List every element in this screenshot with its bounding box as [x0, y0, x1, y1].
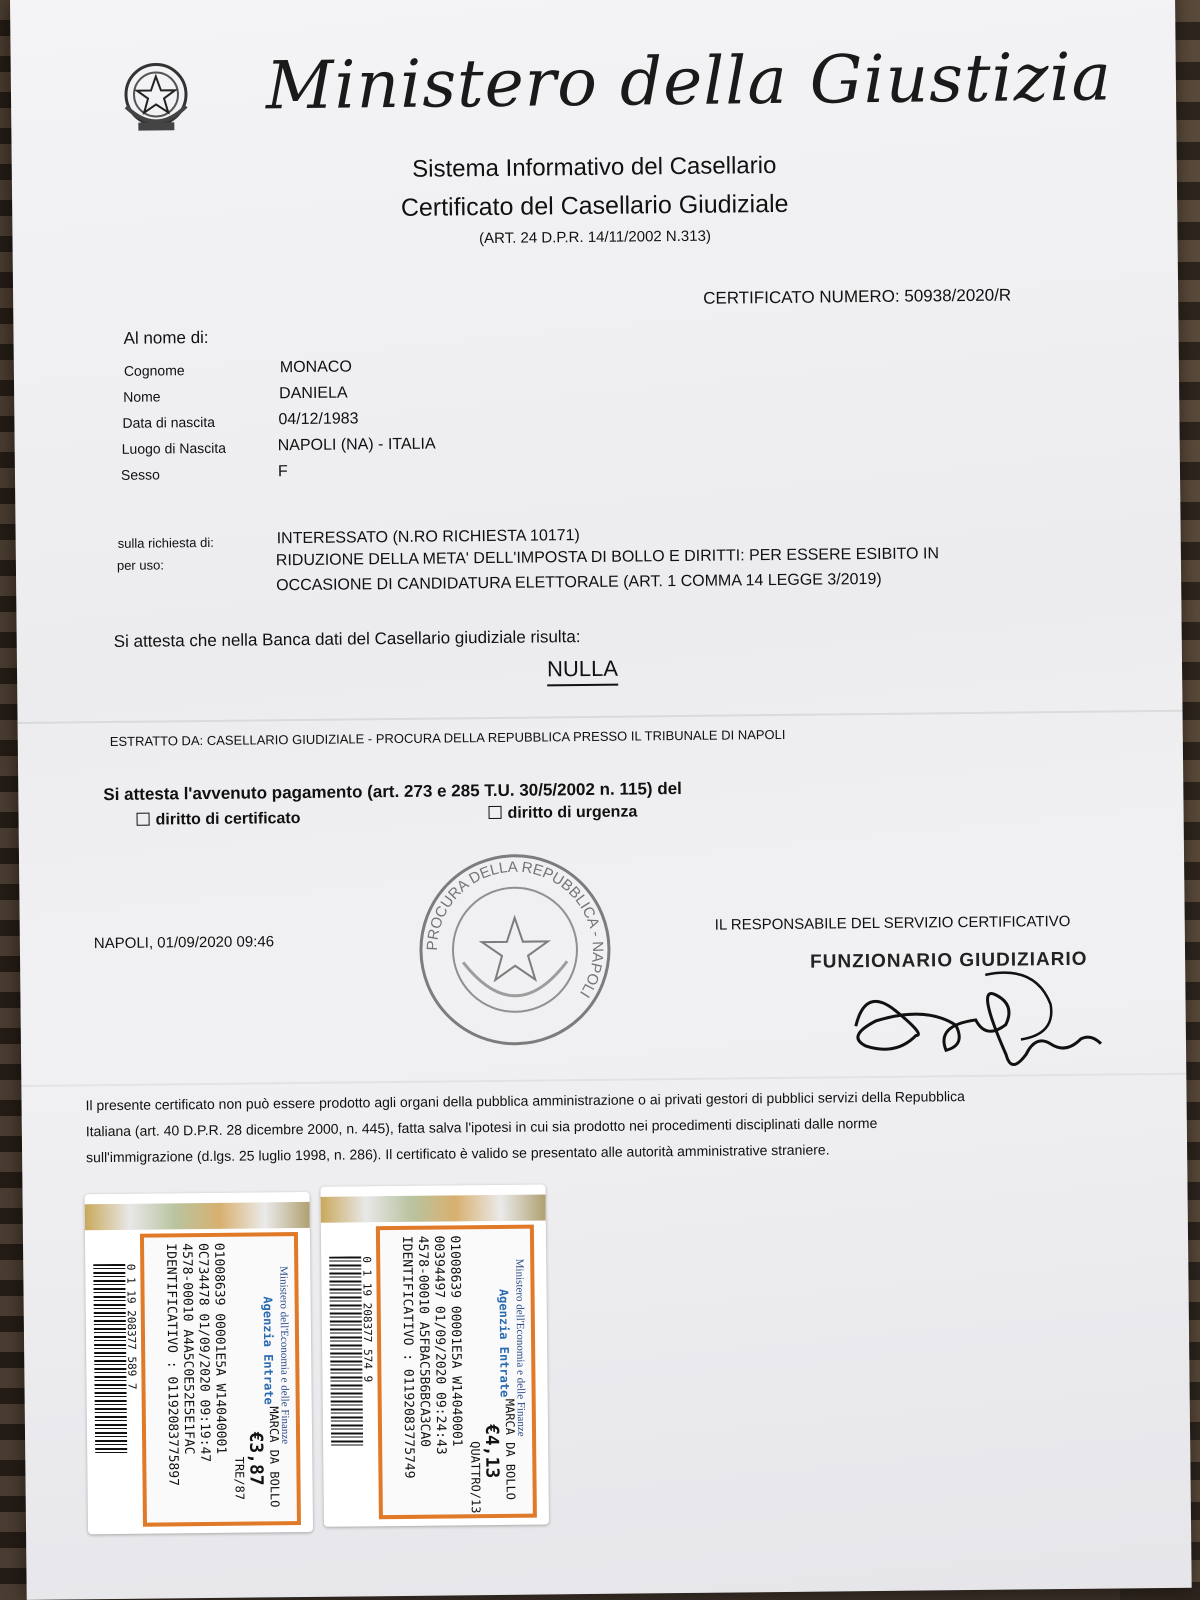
result-value: NULLA	[547, 656, 618, 687]
barcode-icon	[329, 1256, 363, 1446]
stamp-code-line: 01008639 00001E5A W14040001	[211, 1242, 229, 1455]
stamp-code-line: 4578-00010 A5FBAC5B6BCA3CA0	[414, 1235, 433, 1448]
legal-notice	[85, 1081, 1116, 1170]
use-line-1: RIDUZIONE DELLA META' DELL'IMPOSTA DI BOLLO E DIRITTI: PER ESSERE ESIBITO IN	[275, 545, 940, 570]
stamp-type: MARCA DA BOLLO	[266, 1406, 282, 1508]
checkbox	[488, 806, 501, 819]
barcode-icon	[93, 1264, 127, 1454]
stamp-amount: €3,87	[245, 1431, 267, 1486]
request-label: sulla richiesta di:	[117, 534, 214, 551]
legal-reference: (ART. 24 D.P.R. 14/11/2002 N.313)	[479, 227, 712, 248]
stamp-frame	[140, 1232, 301, 1527]
field-label: Nome	[123, 388, 161, 405]
hologram-strip	[85, 1202, 310, 1230]
field-label: Luogo di Nascita	[121, 439, 227, 457]
payment-option-label: diritto di urgenza	[507, 803, 638, 822]
paper-fold	[18, 710, 1183, 724]
field-label: Cognome	[123, 362, 185, 379]
notice-line: Italiana (art. 40 D.P.R. 28 dicembre 2000, n. 445), fatta salva l'ipotesi in cui sia prodotto nei procedimenti disciplinati dalle norme	[85, 1114, 878, 1140]
stamp-code-line: IDENTIFICATIVO : 01192083775749	[398, 1235, 417, 1479]
field-value-surname: MONACO	[279, 358, 352, 377]
use-line-2: OCCASIONE DI CANDIDATURA ELETTORALE (ART. 1 COMMA 14 LEGGE 3/2019)	[276, 570, 882, 595]
payment-text: Si attesta l'avvenuto pagamento (art. 273 e 285 T.U. 30/5/2002 n. 115) del	[103, 779, 682, 805]
checkbox	[137, 813, 150, 826]
ministry-title: Ministero della Giustizia	[265, 38, 1113, 125]
payment-option-certificate	[137, 810, 301, 830]
system-title: Sistema Informativo del Casellario	[412, 151, 777, 183]
republic-seal-stamp	[414, 849, 616, 1051]
stamp-type: MARCA DA BOLLO	[502, 1398, 518, 1501]
handwritten-signature	[835, 963, 1116, 1086]
stamp-amount-words: TRE/87	[232, 1456, 247, 1501]
responsible-title: IL RESPONSABILE DEL SERVIZIO CERTIFICATIVO	[714, 912, 1071, 934]
field-value-name: DANIELA	[279, 384, 348, 403]
notice-line: Il presente certificato non può essere prodotto agli organi della pubblica amministrazione o ai privati gestori di pubblici servizi della Repubblica	[85, 1088, 965, 1114]
request-value: INTERESSATO (N.RO RICHIESTA 10171)	[276, 527, 580, 548]
certificate-paper	[10, 0, 1192, 1600]
stamp-code-line: 01008639 00001E5A W14040001	[446, 1235, 465, 1447]
italian-emblem-icon	[116, 56, 197, 137]
agenzia-entrate-logo: Agenzia Entrate	[260, 1296, 276, 1405]
stamp-code-line: IDENTIFICATIVO : 01192083775897	[163, 1243, 181, 1487]
hologram-strip	[321, 1194, 546, 1222]
notice-line: sull'immigrazione (d.lgs. 25 luglio 1998, n. 286). Il certificato è valido se presentato alle autorità amministrative straniere.	[86, 1141, 830, 1166]
field-value-sex: F	[277, 463, 288, 481]
stamp-code-line: 4578-00010 A4A5C0E52E5E1FAC	[179, 1243, 197, 1455]
person-heading: Al nome di:	[123, 327, 209, 348]
field-value-birthdate: 04/12/1983	[278, 410, 359, 429]
revenue-stamp	[320, 1184, 549, 1526]
certificate-title: Certificato del Casellario Giudiziale	[400, 189, 789, 222]
place-datetime: NAPOLI, 01/09/2020 09:46	[93, 933, 275, 953]
certificate-number: CERTIFICATO NUMERO: 50938/2020/R	[703, 285, 1012, 308]
result-attest: Si attesta che nella Banca dati del Casellario giudiziale risulta:	[113, 627, 581, 651]
stamp-ministry: Ministero dell'Economia e delle Finanze	[277, 1266, 292, 1445]
field-value-birthplace: NAPOLI (NA) - ITALIA	[277, 435, 436, 455]
field-label: Sesso	[120, 466, 160, 483]
payment-option-urgency	[488, 803, 637, 823]
use-label: per uso:	[116, 557, 164, 573]
agenzia-entrate-logo: Agenzia Entrate	[496, 1288, 512, 1398]
barcode-number: 0 1 19 208377 574 9	[360, 1256, 375, 1383]
field-label: Data di nascita	[122, 413, 216, 431]
barcode-number: 0 1 19 208377 589 7	[124, 1263, 139, 1390]
extracted-from: ESTRATTO DA: CASELLARIO GIUDIZIALE - PROCURA DELLA REPUBBLICA PRESSO IL TRIBUNALE DI NAPOLI	[109, 726, 786, 749]
stamp-ministry: Ministero dell'Economia e delle Finanze	[513, 1258, 528, 1437]
stamp-amount-words: QUATTRO/13	[468, 1441, 483, 1514]
stamp-code-line: 0C734478 01/09/2020 09:19:47	[195, 1242, 213, 1463]
stamp-code-line: 00394497 01/09/2020 09:24:43	[430, 1235, 449, 1455]
seal-text: PROCURA DELLA REPUBBLICA - NAPOLI	[423, 858, 607, 1001]
revenue-stamp	[85, 1192, 314, 1534]
official-stamp-text: FUNZIONARIO GIUDIZIARIO	[810, 948, 1088, 973]
stamp-frame	[376, 1225, 537, 1520]
payment-option-label: diritto di certificato	[155, 810, 301, 829]
stamp-amount: €4,13	[480, 1423, 503, 1479]
